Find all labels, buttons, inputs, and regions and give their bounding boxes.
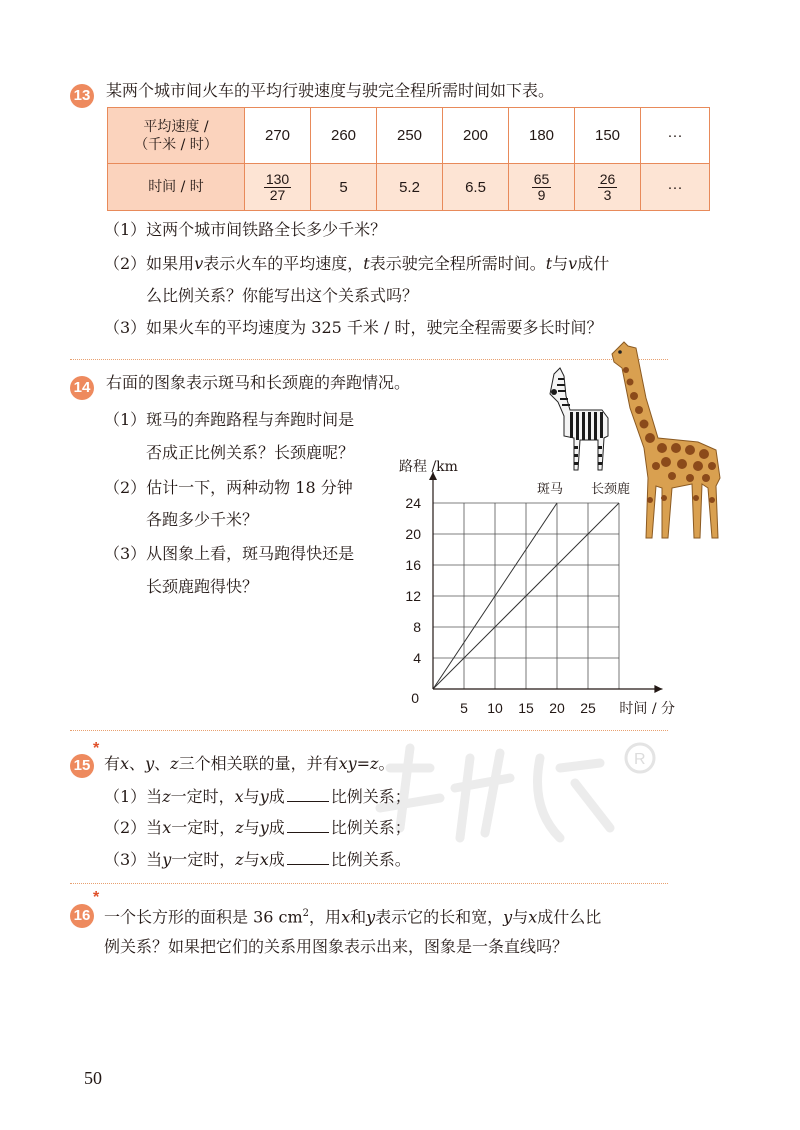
var: x xyxy=(234,787,244,806)
superscript: 2 xyxy=(302,908,310,919)
text: 一定时， xyxy=(171,818,236,837)
text: （2）当 xyxy=(104,818,163,837)
q13-part3: （3）如果火车的平均速度为 325 千米 / 时，驶完全程需要多长时间？ xyxy=(104,318,603,337)
q14-part2-cont: 各跑多少千米？ xyxy=(146,510,259,529)
y-tick-label: 12 xyxy=(405,588,421,604)
x-axis-label: 时间 / 分 xyxy=(619,701,676,717)
table-cell: 260 xyxy=(311,108,377,164)
question-number-badge: 15 xyxy=(70,754,94,778)
text: 成 xyxy=(268,818,285,837)
section-divider xyxy=(70,359,668,360)
x-tick-label: 20 xyxy=(549,700,565,716)
q13-part2-cont: 么比例关系？你能写出这个关系式吗？ xyxy=(146,286,419,305)
q15-intro xyxy=(104,753,395,775)
q13-intro: 某两个城市间火车的平均行驶速度与驶完全程所需时间如下表。 xyxy=(106,81,555,100)
table-cell xyxy=(575,164,641,211)
answer-blank[interactable] xyxy=(287,818,329,833)
y-tick-label: 8 xyxy=(413,619,421,635)
question-number-badge: 16 xyxy=(70,904,94,928)
question-number-badge: 14 xyxy=(70,376,94,400)
q16-line2: 例关系？如果把它们的关系用图象表示出来，图象是一条直线吗？ xyxy=(104,937,569,956)
var: t xyxy=(545,254,553,273)
text: （2）如果用 xyxy=(104,254,195,273)
fraction xyxy=(598,172,618,203)
series-label: 斑马 xyxy=(537,482,564,497)
text: 成 xyxy=(268,850,285,869)
q15-part3 xyxy=(104,849,411,871)
x-tick-label: 10 xyxy=(487,700,503,716)
question-number-badge: 13 xyxy=(70,84,94,108)
text: ，用 xyxy=(309,907,342,927)
q14-part3-cont: 长颈鹿跑得快？ xyxy=(146,577,259,596)
section-divider xyxy=(70,883,668,884)
denominator: 3 xyxy=(603,186,612,203)
challenge-star-icon: * xyxy=(93,740,100,757)
table-cell: 200 xyxy=(443,108,509,164)
chart-ticks xyxy=(405,495,596,716)
table-cell: 6.5 xyxy=(443,164,509,211)
y-tick-label: 24 xyxy=(405,495,421,511)
table-cell xyxy=(509,164,575,211)
var: y xyxy=(259,818,269,837)
text: 一定时， xyxy=(170,787,235,806)
var: y xyxy=(503,907,513,927)
text: 表示驶完全程所需时间。 xyxy=(369,254,546,273)
var: y xyxy=(366,907,376,927)
text: 成什么比 xyxy=(537,907,602,927)
text: 三个相关联的量，并有 xyxy=(178,754,339,773)
var: x xyxy=(162,818,172,837)
answer-blank[interactable] xyxy=(287,787,329,802)
text: 与 xyxy=(243,787,260,806)
text: 一定时， xyxy=(171,850,236,869)
series-label: 长颈鹿 xyxy=(591,482,631,497)
fraction xyxy=(264,172,291,203)
text: 与 xyxy=(512,907,529,927)
text: （1）当 xyxy=(104,787,163,806)
numerator: 130 xyxy=(265,170,290,187)
q16-line1 xyxy=(104,903,601,928)
var: x xyxy=(528,907,538,927)
var: y xyxy=(162,850,172,869)
text: 有 xyxy=(104,754,121,773)
table-cell xyxy=(245,164,311,211)
fraction xyxy=(532,172,552,203)
denominator: 27 xyxy=(269,186,286,203)
y-tick-label: 16 xyxy=(405,557,421,573)
table-row-speed xyxy=(108,108,710,164)
var: z xyxy=(162,787,171,806)
text: 、 xyxy=(154,754,171,773)
var: z xyxy=(170,754,179,773)
var: y xyxy=(259,787,269,806)
text: 比例关系。 xyxy=(330,850,411,869)
text: 与 xyxy=(552,254,569,273)
answer-blank[interactable] xyxy=(287,850,329,865)
text: 、 xyxy=(129,754,146,773)
denominator: 9 xyxy=(537,186,546,203)
text: 表示火车的平均速度， xyxy=(203,254,364,273)
page-number: 50 xyxy=(84,1068,102,1088)
speed-chart xyxy=(395,450,680,730)
x-tick-label: 15 xyxy=(518,700,534,716)
table-header-time: 时间 / 时 xyxy=(108,164,245,211)
q15-part1 xyxy=(104,786,411,808)
text: 一个长方形的面积是 36 cm xyxy=(104,907,303,927)
speed-time-table xyxy=(107,107,710,211)
var: v xyxy=(568,254,578,273)
text: 。 xyxy=(378,754,395,773)
table-cell: 5.2 xyxy=(377,164,443,211)
text: 比例关系； xyxy=(330,787,411,806)
x-tick-label: 25 xyxy=(580,700,596,716)
var: t xyxy=(363,254,370,273)
q14-part1: （1）斑马的奔跑路程与奔跑时间是 xyxy=(104,410,355,429)
numerator: 26 xyxy=(599,170,616,187)
y-tick-label: 20 xyxy=(405,526,421,542)
table-cell: 180 xyxy=(509,108,575,164)
header-line: （千米 / 时） xyxy=(134,136,218,153)
var: x xyxy=(259,850,269,869)
table-cell: 5 xyxy=(311,164,377,211)
text: 比例关系； xyxy=(330,818,411,837)
table-cell: 250 xyxy=(377,108,443,164)
var: x xyxy=(341,907,351,927)
text: 成 xyxy=(268,787,285,806)
q14-intro: 右面的图象表示斑马和长颈鹿的奔跑情况。 xyxy=(106,373,411,392)
var: x xyxy=(120,754,130,773)
q14-part1-cont: 否成正比例关系？长颈鹿呢？ xyxy=(146,443,355,462)
text: 与 xyxy=(243,850,260,869)
table-cell: 150 xyxy=(575,108,641,164)
var: y xyxy=(145,754,155,773)
x-tick-label: 5 xyxy=(460,700,468,716)
numerator: 65 xyxy=(533,170,550,187)
q13-part1: （1）这两个城市间铁路全长多少千米？ xyxy=(104,220,387,239)
q13-part2 xyxy=(104,253,609,275)
text: （3）当 xyxy=(104,850,163,869)
table-cell: 270 xyxy=(245,108,311,164)
formula: xy=z xyxy=(338,754,379,773)
y-tick-label: 4 xyxy=(413,650,421,666)
origin-label: 0 xyxy=(411,690,419,706)
var: v xyxy=(194,254,204,273)
table-cell: ··· xyxy=(641,108,710,164)
table-row-time xyxy=(108,164,710,211)
table-cell: ··· xyxy=(641,164,710,211)
var: z xyxy=(235,850,244,869)
table-header-speed xyxy=(108,108,245,164)
watermark-registered: R xyxy=(634,751,646,768)
y-axis-label: 路程 /km xyxy=(399,459,458,475)
text: 和 xyxy=(350,907,367,927)
var: z xyxy=(235,818,244,837)
text: 成什 xyxy=(577,254,610,273)
header-line: 平均速度 / xyxy=(143,118,209,135)
x-axis-arrow xyxy=(654,685,662,693)
text: 与 xyxy=(243,818,260,837)
q14-part2: （2）估计一下，两种动物 18 分钟 xyxy=(104,478,353,497)
q14-part3: （3）从图象上看，斑马跑得快还是 xyxy=(104,544,355,563)
challenge-star-icon: * xyxy=(93,889,100,906)
text: 表示它的长和宽， xyxy=(375,907,504,927)
q15-part2 xyxy=(104,817,411,839)
